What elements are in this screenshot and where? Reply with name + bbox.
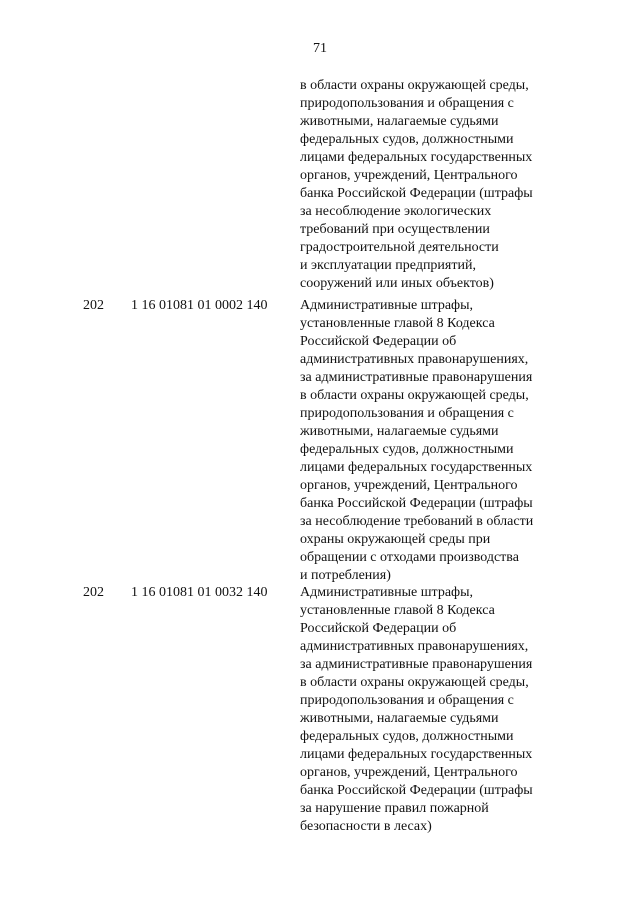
kbk-code: 1 16 01081 01 0002 140 [131,298,268,313]
description-line: в области охраны окружающей среды, [300,78,529,93]
description-line: установленные главой 8 Кодекса [300,316,495,331]
description-line: административных правонарушениях, [300,639,529,654]
description [300,584,600,836]
description-line: природопользования и обращения с [300,693,514,708]
description-line: федеральных судов, должностными [300,132,514,147]
description-line: органов, учреждений, Центрального [300,478,518,493]
description-line: животными, налагаемые судьями [300,424,499,439]
description-line: за административные правонарушения [300,657,533,672]
description-line: федеральных судов, должностными [300,442,514,457]
description-line: за несоблюдение требований в области [300,514,534,529]
description-line: лицами федеральных государственных [300,747,533,762]
description-line: обращении с отходами производства [300,550,519,565]
description-line: животными, налагаемые судьями [300,114,499,129]
description-line: установленные главой 8 Кодекса [300,603,495,618]
description-line: животными, налагаемые судьями [300,711,499,726]
description-line: в области охраны окружающей среды, [300,388,529,403]
description-line: за несоблюдение экологических [300,204,492,219]
description-line: Административные штрафы, [300,585,474,600]
description-line: лицами федеральных государственных [300,460,533,475]
description-line: банка Российской Федерации (штрафы [300,783,533,798]
description-line: и потребления) [300,568,391,583]
description-line: Российской Федерации об [300,621,457,636]
description-line: Административные штрафы, [300,298,474,313]
description-line: природопользования и обращения с [300,96,514,111]
description-line: природопользования и обращения с [300,406,514,421]
admin-code: 202 [83,585,104,600]
kbk-code: 1 16 01081 01 0032 140 [131,585,268,600]
description-line: в области охраны окружающей среды, [300,675,529,690]
description-line: банка Российской Федерации (штрафы [300,186,533,201]
admin-code: 202 [83,298,104,313]
description-line: и эксплуатации предприятий, [300,258,476,273]
description-line: за административные правонарушения [300,370,533,385]
description-line: Российской Федерации об [300,334,457,349]
description [300,297,600,585]
description-line: требований при осуществлении [300,222,490,237]
description-line: федеральных судов, должностными [300,729,514,744]
description-continuation [300,77,600,293]
description-line: административных правонарушениях, [300,352,529,367]
description-line: органов, учреждений, Центрального [300,765,518,780]
description-line: безопасности в лесах) [300,819,432,834]
description-line: банка Российской Федерации (штрафы [300,496,533,511]
description-line: за нарушение правил пожарной [300,801,489,816]
description-line: органов, учреждений, Центрального [300,168,518,183]
description-line: охраны окружающей среды при [300,532,491,547]
description-line: лицами федеральных государственных [300,150,533,165]
description-line: сооружений или иных объектов) [300,276,494,291]
page-number: 71 [313,41,327,56]
description-line: градостроительной деятельности [300,240,499,255]
